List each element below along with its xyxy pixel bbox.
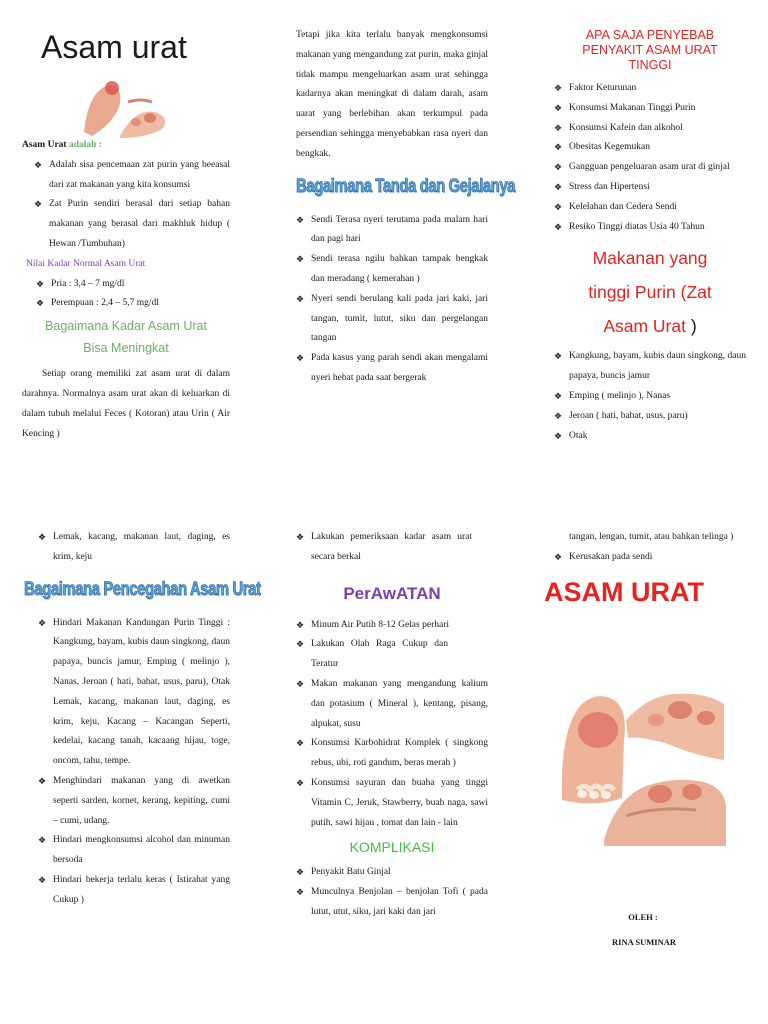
- purine-food-heading-line-2: tinggi Purin (Zat: [588, 282, 712, 303]
- normal-level-list: [36, 275, 230, 315]
- prevention-heading: Bagaimana Pencegahan Asam Urat: [24, 578, 261, 600]
- complications-list: [296, 863, 488, 922]
- prevention-list: [38, 614, 230, 911]
- diamond-bullet-icon: ❖: [554, 221, 563, 232]
- list-item: ❖ Obesitas Kegemukan: [554, 138, 746, 158]
- symptoms-list: [296, 211, 488, 389]
- list-item: ❖ Jeroan ( hati, babat, usus, paru): [554, 407, 746, 427]
- diamond-bullet-icon: ❖: [296, 867, 305, 878]
- diamond-bullet-icon: ❖: [38, 617, 47, 628]
- diamond-bullet-icon: ❖: [38, 775, 47, 786]
- diamond-bullet-icon: ❖: [554, 410, 563, 421]
- definition-heading-suffix: adalah :: [68, 140, 102, 150]
- purine-food-heading-line-3: Asam Urat ): [603, 316, 697, 337]
- list-item: ❖ Kelelahan dan Cedera Sendi: [554, 198, 746, 218]
- diamond-bullet-icon: ❖: [38, 835, 47, 846]
- diamond-bullet-icon: ❖: [554, 83, 563, 93]
- list-item: ❖ Menghindari makanan yang di awetkan seperti sarden, kornet, kerang, kepiting, cumi – cumi, udang.: [38, 772, 230, 831]
- list-item: ❖ Lakukan pemeriksaan kadar asam urat secara berkal: [296, 528, 488, 568]
- diamond-bullet-icon: ❖: [296, 532, 305, 542]
- panel-3: [554, 28, 746, 446]
- diamond-bullet-icon: ❖: [296, 678, 305, 689]
- list-item: ❖ Lakukan Olah Raga Cukup dan Teratur: [296, 635, 488, 675]
- diamond-bullet-icon: ❖: [554, 122, 563, 133]
- list-item: ❖ Hindari Makanan Kandungan Purin Tinggi : Kangkung, bayam, kubis daun singkong, daun papaya, buncis jamur, Emping ( melinjo ), Nanas, Jeroan ( hati, babat, usus, paru), Otak Lemak, kacang, makanan laut, daging, es krim, keju, Kacang – Kacangan Seperti, kedelai, kacang tanah, kacaang hijau, toge, oncom, tahu, tempe.: [38, 614, 230, 772]
- diamond-bullet-icon: ❖: [554, 551, 563, 562]
- diamond-bullet-icon: ❖: [296, 353, 305, 364]
- list-item: ❖ Nyeri sendi berulang kali pada jari kaki, jari tangan, tumit, lutut, siku dan pergelangan tangan: [296, 290, 488, 349]
- list-item: ❖ Resiko Tinggi diatas Usia 40 Tahun: [554, 218, 746, 238]
- cover-title: ASAM URAT: [544, 576, 704, 607]
- diamond-bullet-icon: ❖: [554, 201, 563, 212]
- definition-list: [34, 156, 230, 255]
- list-item: ❖ Sendi terasa ngilu bahkan tampak bengkak dan meradang ( kemerahan ): [296, 250, 488, 290]
- kadar-heading-line-2: Bisa Meningkat: [83, 341, 169, 356]
- diamond-bullet-icon: ❖: [554, 390, 563, 401]
- intro-paragraph: Tetapi jika kita terlalu banyak mengkonsumsi makanan yang mengandung zat purin, maka ginjal tidak mampu mengeluarkan asam urat sehingga kadarnya akan meningkat di dalam darah, asam uarat yang berlebihan akan terkumpul pada persendian sehingga menyebabkan rasa nyeri dan bengkak.: [296, 30, 488, 159]
- panel-2: [296, 26, 516, 389]
- causes-list: [554, 79, 746, 237]
- panel-6-cover: [544, 528, 746, 612]
- list-item: ❖ Pria : 3,4 – 7 mg/dl: [36, 275, 230, 295]
- gout-hands-illustration: [80, 72, 170, 144]
- list-item: ❖ Kangkung, bayam, kubis daun singkong, daun papaya, buncis jamur: [554, 347, 746, 387]
- list-item: ❖ Makan makanan yang mengandung kalium dan potasium ( Mineral ), kentang, pisang, alpukat, susu: [296, 675, 488, 734]
- diamond-bullet-icon: ❖: [38, 532, 47, 542]
- list-item: ❖ Konsumsi sayuran dan buaha yang tinggi Vitamin C, Jeruk, Stawberry, buah naga, sawi putih, sawi hijau , tomat dan lain - lain: [296, 774, 488, 833]
- list-item: ❖ Otak: [554, 427, 746, 447]
- complications-heading: KOMPLIKASI: [349, 839, 435, 856]
- list-item: ❖ Sendi Terasa nyeri terutama pada malam hari dan pagi hari: [296, 211, 488, 251]
- continued-food-list: [38, 528, 230, 568]
- kadar-paragraph: Setiap orang memiliki zat asam urat di dalam darahnya. Normalnya asam urat akan di keluarkan di dalam tubuh melalui Feces ( Kotoran) atau Urin ( Air Kencing ): [22, 369, 230, 439]
- diamond-bullet-icon: ❖: [296, 293, 305, 304]
- page-title: Asam urat: [41, 29, 187, 65]
- purine-food-heading: [554, 241, 746, 343]
- treatment-heading: PerAwATAN: [343, 583, 441, 603]
- list-item: ❖ Konsumsi Makanan Tinggi Purin: [554, 99, 746, 119]
- diamond-bullet-icon: ❖: [296, 887, 305, 898]
- list-item: ❖ Hindari mengkonsumsi alcohol dan minuman bersoda: [38, 831, 230, 871]
- list-item: ❖ Hindari bekerja terlalu keras ( Istirahat yang Cukup ): [38, 871, 230, 911]
- checkup-list: [296, 528, 488, 568]
- diamond-bullet-icon: ❖: [36, 298, 45, 309]
- list-item: ❖ Penyakit Batu Ginjal: [296, 863, 488, 883]
- kadar-heading-line-1: Bagaimana Kadar Asam Urat: [45, 319, 207, 334]
- panel-5: [296, 528, 488, 923]
- panel-4: [24, 528, 261, 911]
- treatment-list: [296, 616, 488, 834]
- list-item: ❖ Adalah sisa pencemaan zat purin yang beeasal dari zat makanan yang kita konsumsi: [34, 156, 230, 196]
- list-item: ❖ Konsumsi Kafein dan alkohol: [554, 119, 746, 139]
- list-item: ❖ Faktor Keturunan: [554, 79, 746, 99]
- symptoms-heading: Bagaimana Tanda dan Gejalanya: [296, 175, 516, 197]
- list-item: ❖ Perempuan : 2,4 – 5,7 mg/dl: [36, 294, 230, 314]
- author-name: RINA SUMINAR: [612, 937, 676, 947]
- list-item: ❖ Minum Air Putih 8-12 Gelas perhari: [296, 616, 488, 636]
- diamond-bullet-icon: ❖: [296, 214, 305, 225]
- list-item: ❖ Gangguan pengeluaran asam urat di ginjal: [554, 158, 746, 178]
- continued-complication-list: [554, 548, 746, 568]
- diamond-bullet-icon: ❖: [554, 351, 563, 362]
- continued-complication-text: tangan, lengan, tumit, atau bahkan telinga ): [569, 532, 734, 542]
- diamond-bullet-icon: ❖: [34, 159, 43, 170]
- list-item: ❖ Konsumsi Karbohidrat Komplek ( singkong rebus, ubi, roti gandum, beras merah ): [296, 734, 488, 774]
- purine-food-list: [554, 347, 746, 446]
- diamond-bullet-icon: ❖: [296, 254, 305, 265]
- gout-foot-and-hands-photo: [556, 690, 728, 846]
- diamond-bullet-icon: ❖: [296, 738, 305, 749]
- list-item: ❖ Lemak, kacang, makanan laut, daging, es krim, keju: [38, 528, 230, 568]
- diamond-bullet-icon: ❖: [554, 181, 563, 192]
- diamond-bullet-icon: ❖: [554, 102, 563, 113]
- normal-level-heading: Nilai Kadar Normal Asam Urat: [26, 258, 146, 269]
- list-item: ❖ Munculnya Benjolan – benjolan Tofi ( pada lutut, utut, siku, jari kaki dan jari: [296, 883, 488, 923]
- diamond-bullet-icon: ❖: [36, 278, 45, 289]
- diamond-bullet-icon: ❖: [34, 199, 43, 210]
- author-label: OLEH :: [628, 912, 658, 922]
- list-item: ❖ Zat Purin sendiri berasal dari setiap bahan makanan yang berasal dari makhluk hidup ( Hewan /Tumbuhan): [34, 195, 230, 254]
- diamond-bullet-icon: ❖: [554, 430, 563, 441]
- diamond-bullet-icon: ❖: [296, 777, 305, 788]
- diamond-bullet-icon: ❖: [554, 162, 563, 173]
- diamond-bullet-icon: ❖: [554, 142, 563, 153]
- diamond-bullet-icon: ❖: [296, 639, 305, 650]
- definition-heading: Asam Urat: [22, 140, 69, 150]
- list-item: ❖ Kerusakan pada sendi: [554, 548, 746, 568]
- purine-food-heading-line-1: Makanan yang: [592, 248, 708, 269]
- list-item: ❖ Emping ( melinjo ), Nanas: [554, 387, 746, 407]
- list-item: ❖ Pada kasus yang parah sendi akan mengalami nyeri hebat pada saat bergerak: [296, 349, 488, 389]
- panel-1: [22, 28, 230, 439]
- diamond-bullet-icon: ❖: [296, 619, 305, 630]
- causes-heading: APA SAJA PENYEBAB PENYAKIT ASAM URAT TINGGI: [582, 28, 718, 72]
- diamond-bullet-icon: ❖: [38, 874, 47, 885]
- list-item: ❖ Stress dan Hipertensi: [554, 178, 746, 198]
